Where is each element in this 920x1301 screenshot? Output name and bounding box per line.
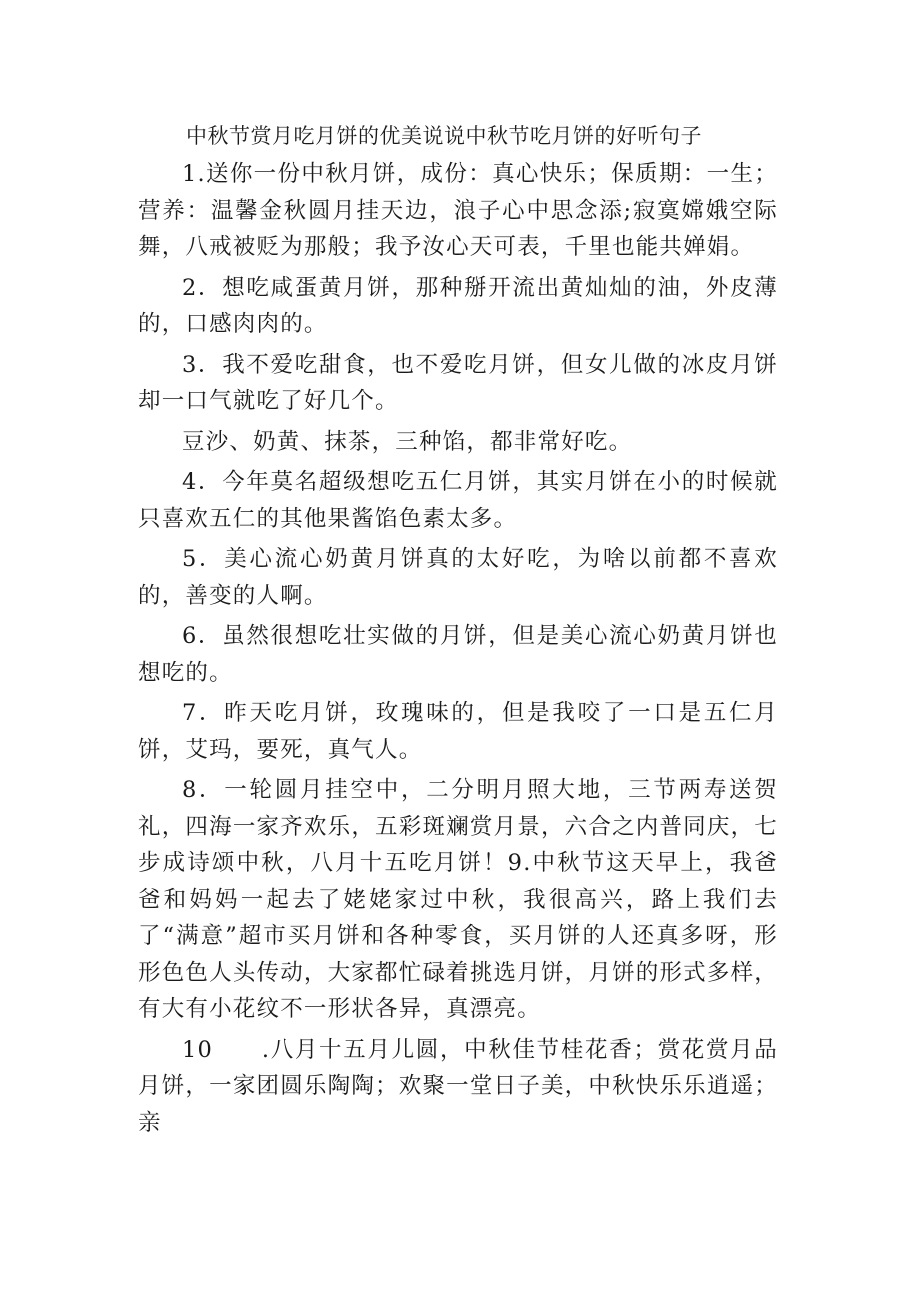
paragraph-7: 7．昨天吃月饼，玫瑰味的，但是我咬了一口是五仁月饼，艾玛，要死，真气人。	[138, 700, 778, 763]
paragraph-3-continued: 豆沙、奶黄、抹茶，三种馅，都非常好吃。	[182, 428, 633, 455]
paragraph-10: 10 .八月十五月儿圆，中秋佳节桂花香；赏花赏月品月饼，一家团圆乐陶陶；欢聚一堂日子美，中秋快乐乐逍遥；亲	[138, 1036, 778, 1136]
document-title: 中秋节赏月吃月饼的优美说说中秋节吃月饼的好听句子	[186, 124, 702, 148]
paragraph-3: 3．我不爱吃甜食，也不爱吃月饼，但女儿做的冰皮月饼却一口气就吃了好几个。	[138, 351, 778, 414]
paragraph-8-9: 8．一轮圆月挂空中，二分明月照大地，三节两寿送贺礼，四海一家齐欢乐，五彩斑斓赏月景，六合之内普同庆，七步成诗颂中秋，八月十五吃月饼！9.中秋节这天早上，我爸爸和妈妈一起去了姥姥家过中秋，我很高兴，路上我们去了“满意”超市买月饼和各种零食，买月饼的人还真多呀，形形色色人头传动，大家都忙碌着挑选月饼，月饼的形式多样，有大有小花纹不一形状各异，真漂亮。	[138, 777, 778, 1022]
paragraph-4: 4．今年莫名超级想吃五仁月饼，其实月饼在小的时候就只喜欢五仁的其他果酱馅色素太多。	[138, 469, 778, 532]
paragraph-6: 6．虽然很想吃壮实做的月饼，但是美心流心奶黄月饼也想吃的。	[138, 623, 778, 686]
paragraph-5: 5．美心流心奶黄月饼真的太好吃，为啥以前都不喜欢的，善变的人啊。	[138, 546, 778, 609]
paragraph-1: 1.送你一份中秋月饼，成份：真心快乐；保质期：一生；营养：温馨金秋圆月挂天边，浪子心中思念添;寂寞嫦娥空际舞，八戒被贬为那般；我予汝心天可表，千里也能共婵娟。	[138, 161, 778, 260]
document-page	[138, 118, 778, 1145]
paragraph-2: 2．想吃咸蛋黄月饼，那种掰开流出黄灿灿的油，外皮薄的，口感肉肉的。	[138, 274, 778, 337]
